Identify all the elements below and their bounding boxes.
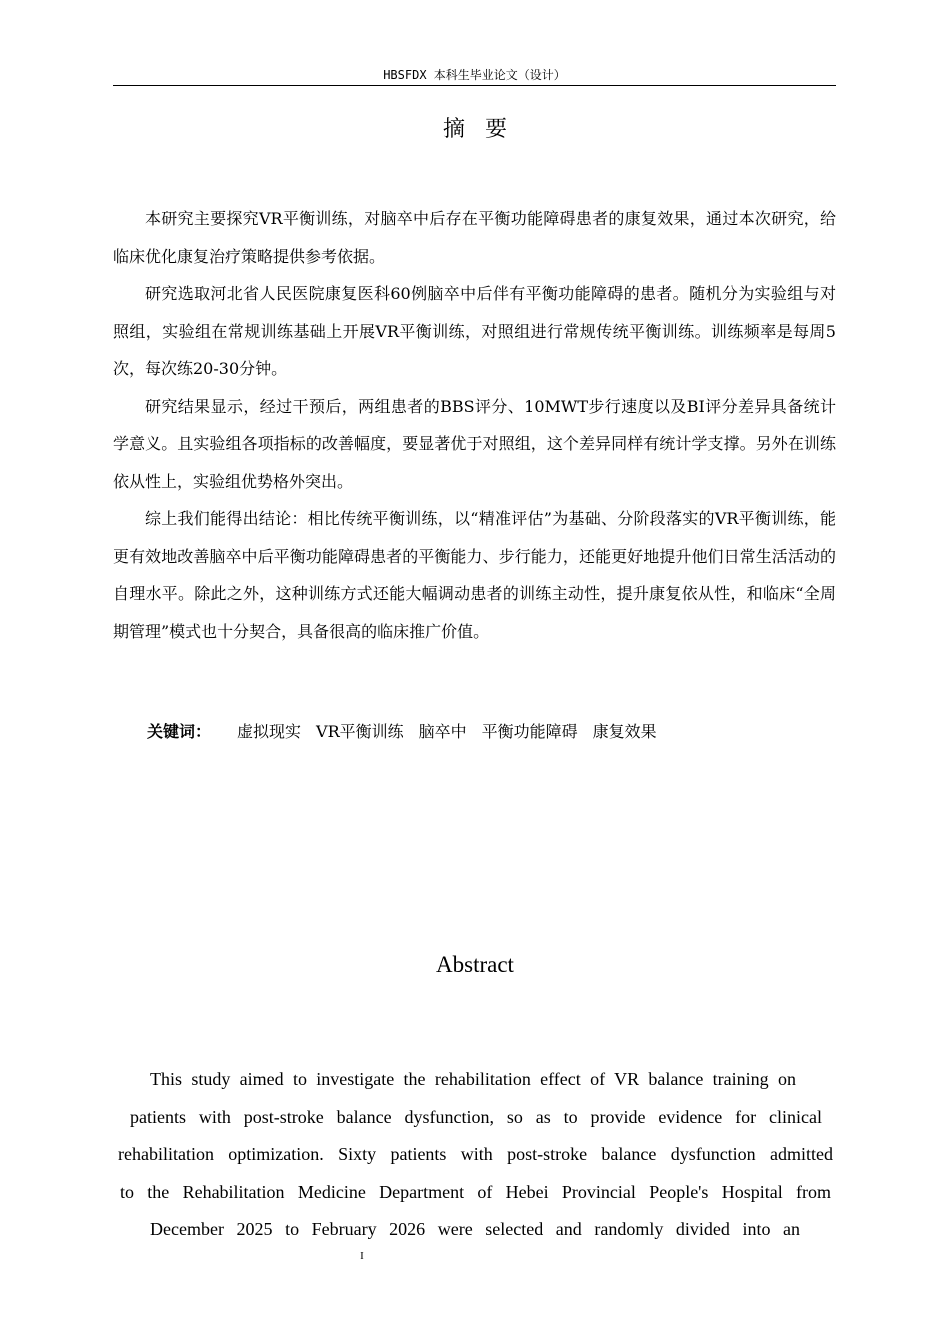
keyword: 脑卒中: [418, 722, 467, 741]
en-abstract-body: [113, 1061, 836, 1249]
cn-paragraph: 研究结果显示，经过干预后，两组患者的BBS评分、10MWT步行速度以及BI评分差异具备统计学意义。且实验组各项指标的改善幅度，要显著优于对照组，这个差异同样有统计学支撑。另外在训练依从性上，实验组优势格外突出。: [113, 396, 836, 491]
keyword: 平衡功能障碍: [481, 722, 578, 741]
header-rule: [113, 85, 836, 86]
en-abstract-line: December 2025 to February 2026 were selected and randomly divided into an: [150, 1219, 800, 1239]
keyword: 虚拟现实: [237, 722, 302, 741]
keyword: 康复效果: [592, 722, 657, 741]
en-abstract-title: Abstract: [436, 952, 514, 977]
en-abstract-line: rehabilitation optimization. Sixty patients with post-stroke balance dysfunction admitted: [118, 1144, 833, 1164]
keywords-label: 关键词：: [147, 722, 212, 741]
cn-paragraph: 研究选取河北省人民医院康复医科60例脑卒中后伴有平衡功能障碍的患者。随机分为实验组与对照组，实验组在常规训练基础上开展VR平衡训练，对照组进行常规传统平衡训练。训练频率是每周5次，每次练20-30分钟。: [113, 284, 836, 378]
en-abstract-line: to the Rehabilitation Medicine Department of Hebei Provincial People's Hospital from: [120, 1181, 831, 1202]
cn-paragraph: 本研究主要探究VR平衡训练，对脑卒中后存在平衡功能障碍患者的康复效果，通过本次研究，给临床优化康复治疗策略提供参考依据。: [113, 209, 836, 266]
page-number: I: [360, 1250, 364, 1262]
keywords-line: [147, 714, 836, 750]
keyword: VR平衡训练: [316, 722, 404, 741]
en-abstract-line: This study aimed to investigate the rehabilitation effect of VR balance training on: [150, 1069, 796, 1089]
cn-abstract-title: 摘要: [442, 117, 527, 142]
cn-paragraph: 综上我们能得出结论：相比传统平衡训练，以“精准评估”为基础、分阶段落实的VR平衡训练，能更有效地改善脑卒中后平衡功能障碍患者的平衡能力、步行能力，还能更好地提升他们日常生活活动的自理水平。除此之外，这种训练方式还能大幅调动患者的训练主动性，提升康复依从性，和临床“全周期管理”模式也十分契合，具备很高的临床推广价值。: [113, 509, 836, 641]
running-header: HBSFDX 本科生毕业论文（设计）: [383, 68, 566, 82]
en-abstract-line: patients with post-stroke balance dysfunction, so as to provide evidence for clinical: [130, 1106, 822, 1127]
cn-abstract-body: [113, 200, 836, 650]
